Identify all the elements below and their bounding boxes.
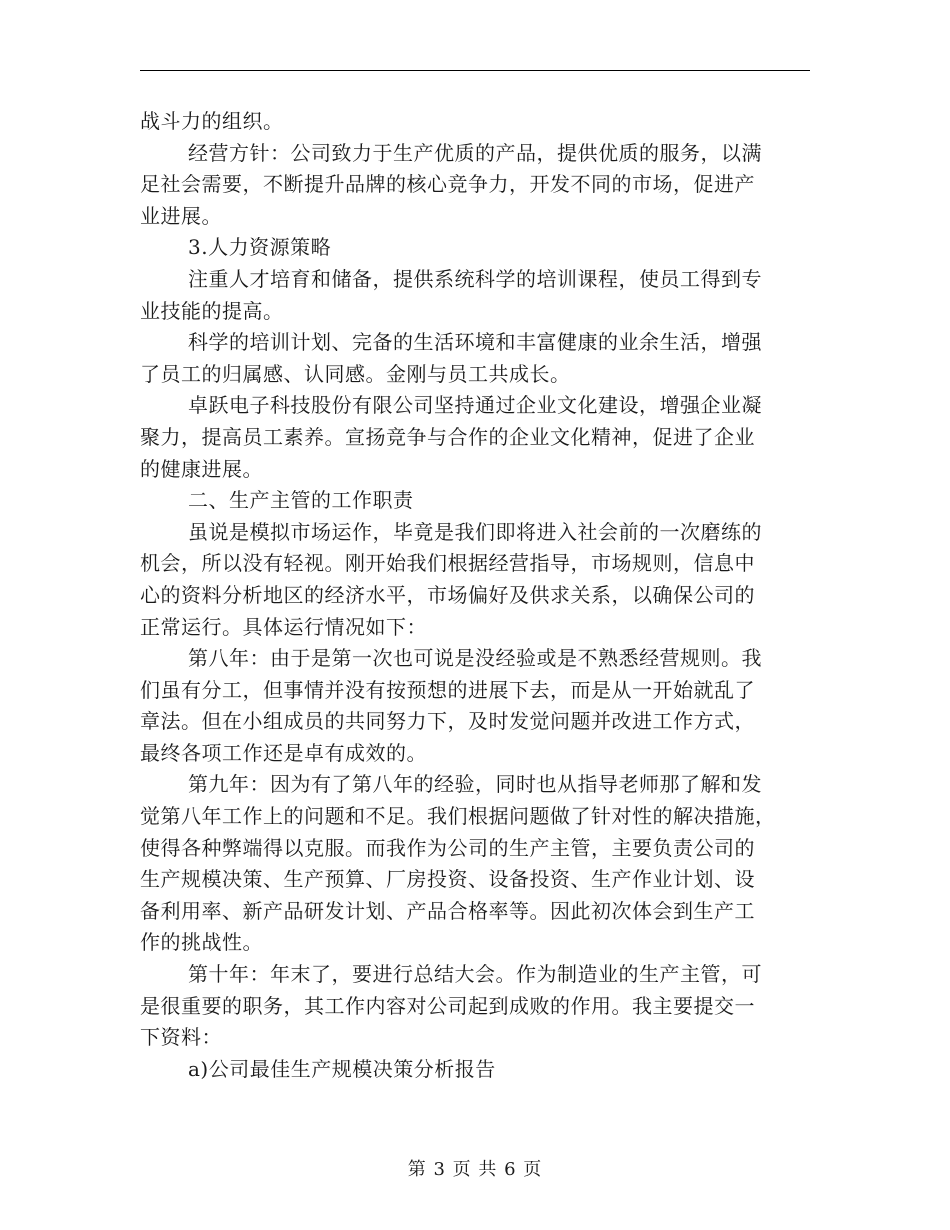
header-rule (140, 70, 810, 71)
text-line: 足社会需要，不断提升品牌的核心竞争力，开发不同的市场，促进产 (140, 172, 755, 197)
text-line: 了员工的归属感、认同感。金刚与员工共成长。 (140, 361, 571, 386)
text-line: 觉第八年工作上的问题和不足。我们根据问题做了针对性的解决措施， (140, 804, 776, 829)
text-line: 的健康进展。 (140, 456, 263, 481)
text-line: 正常运行。具体运行情况如下： (140, 614, 427, 639)
text-line: 业进展。 (140, 203, 222, 228)
text-line: 备利用率、新产品研发计划、产品合格率等。因此初次体会到生产工 (140, 898, 755, 923)
text-line: 心的资料分析地区的经济水平，市场偏好及供求关系，以确保公司的 (140, 582, 755, 607)
text-line: 注重人才培育和储备，提供系统科学的培训课程，使员工得到专 (188, 266, 762, 291)
text-line: 第八年：由于是第一次也可说是没经验或是不熟悉经营规则。我 (188, 646, 762, 671)
text-line: 聚力，提高员工素养。宣扬竞争与合作的企业文化精神，促进了企业 (140, 424, 755, 449)
text-line: 卓跃电子科技股份有限公司坚持通过企业文化建设，增强企业凝 (188, 393, 762, 418)
text-line: 第九年：因为有了第八年的经验，同时也从指导老师那了解和发 (188, 772, 762, 797)
text-line: 经营方针：公司致力于生产优质的产品，提供优质的服务，以满 (188, 140, 762, 165)
document-body (140, 106, 810, 1085)
text-line: 生产规模决策、生产预算、厂房投资、设备投资、生产作业计划、设 (140, 867, 755, 892)
text-line: 第十年：年末了，要进行总结大会。作为制造业的生产主管，可 (188, 962, 762, 987)
text-line: 下资料： (140, 1025, 222, 1050)
text-line: 作的挑战性。 (140, 930, 263, 955)
text-line: 们虽有分工，但事情并没有按预想的进展下去，而是从一开始就乱了 (140, 677, 755, 702)
text-line: 是很重要的职务，其工作内容对公司起到成败的作用。我主要提交一 (140, 993, 755, 1018)
section-heading: 3.人力资源策略 (188, 235, 332, 260)
text-line: 虽说是模拟市场运作，毕竟是我们即将进入社会前的一次磨练的 (188, 519, 762, 544)
section-heading: 二、生产主管的工作职责 (188, 488, 414, 513)
page-number: 第 3 页 共 6 页 (407, 1159, 543, 1180)
text-line: 最终各项工作还是卓有成效的。 (140, 740, 427, 765)
text-line: 使得各种弊端得以克服。而我作为公司的生产主管，主要负责公司的 (140, 835, 755, 860)
text-line: 章法。但在小组成员的共同努力下，及时发觉问题并改进工作方式， (140, 709, 755, 734)
text-line: 战斗力的组织。 (140, 109, 284, 133)
text-line: 机会，所以没有轻视。刚开始我们根据经营指导，市场规则，信息中 (140, 551, 755, 576)
text-line: 科学的培训计划、完备的生活环境和丰富健康的业余生活，增强 (188, 330, 762, 355)
text-line: 业技能的提高。 (140, 298, 284, 323)
list-item: a)公司最佳生产规模决策分析报告 (188, 1056, 496, 1081)
